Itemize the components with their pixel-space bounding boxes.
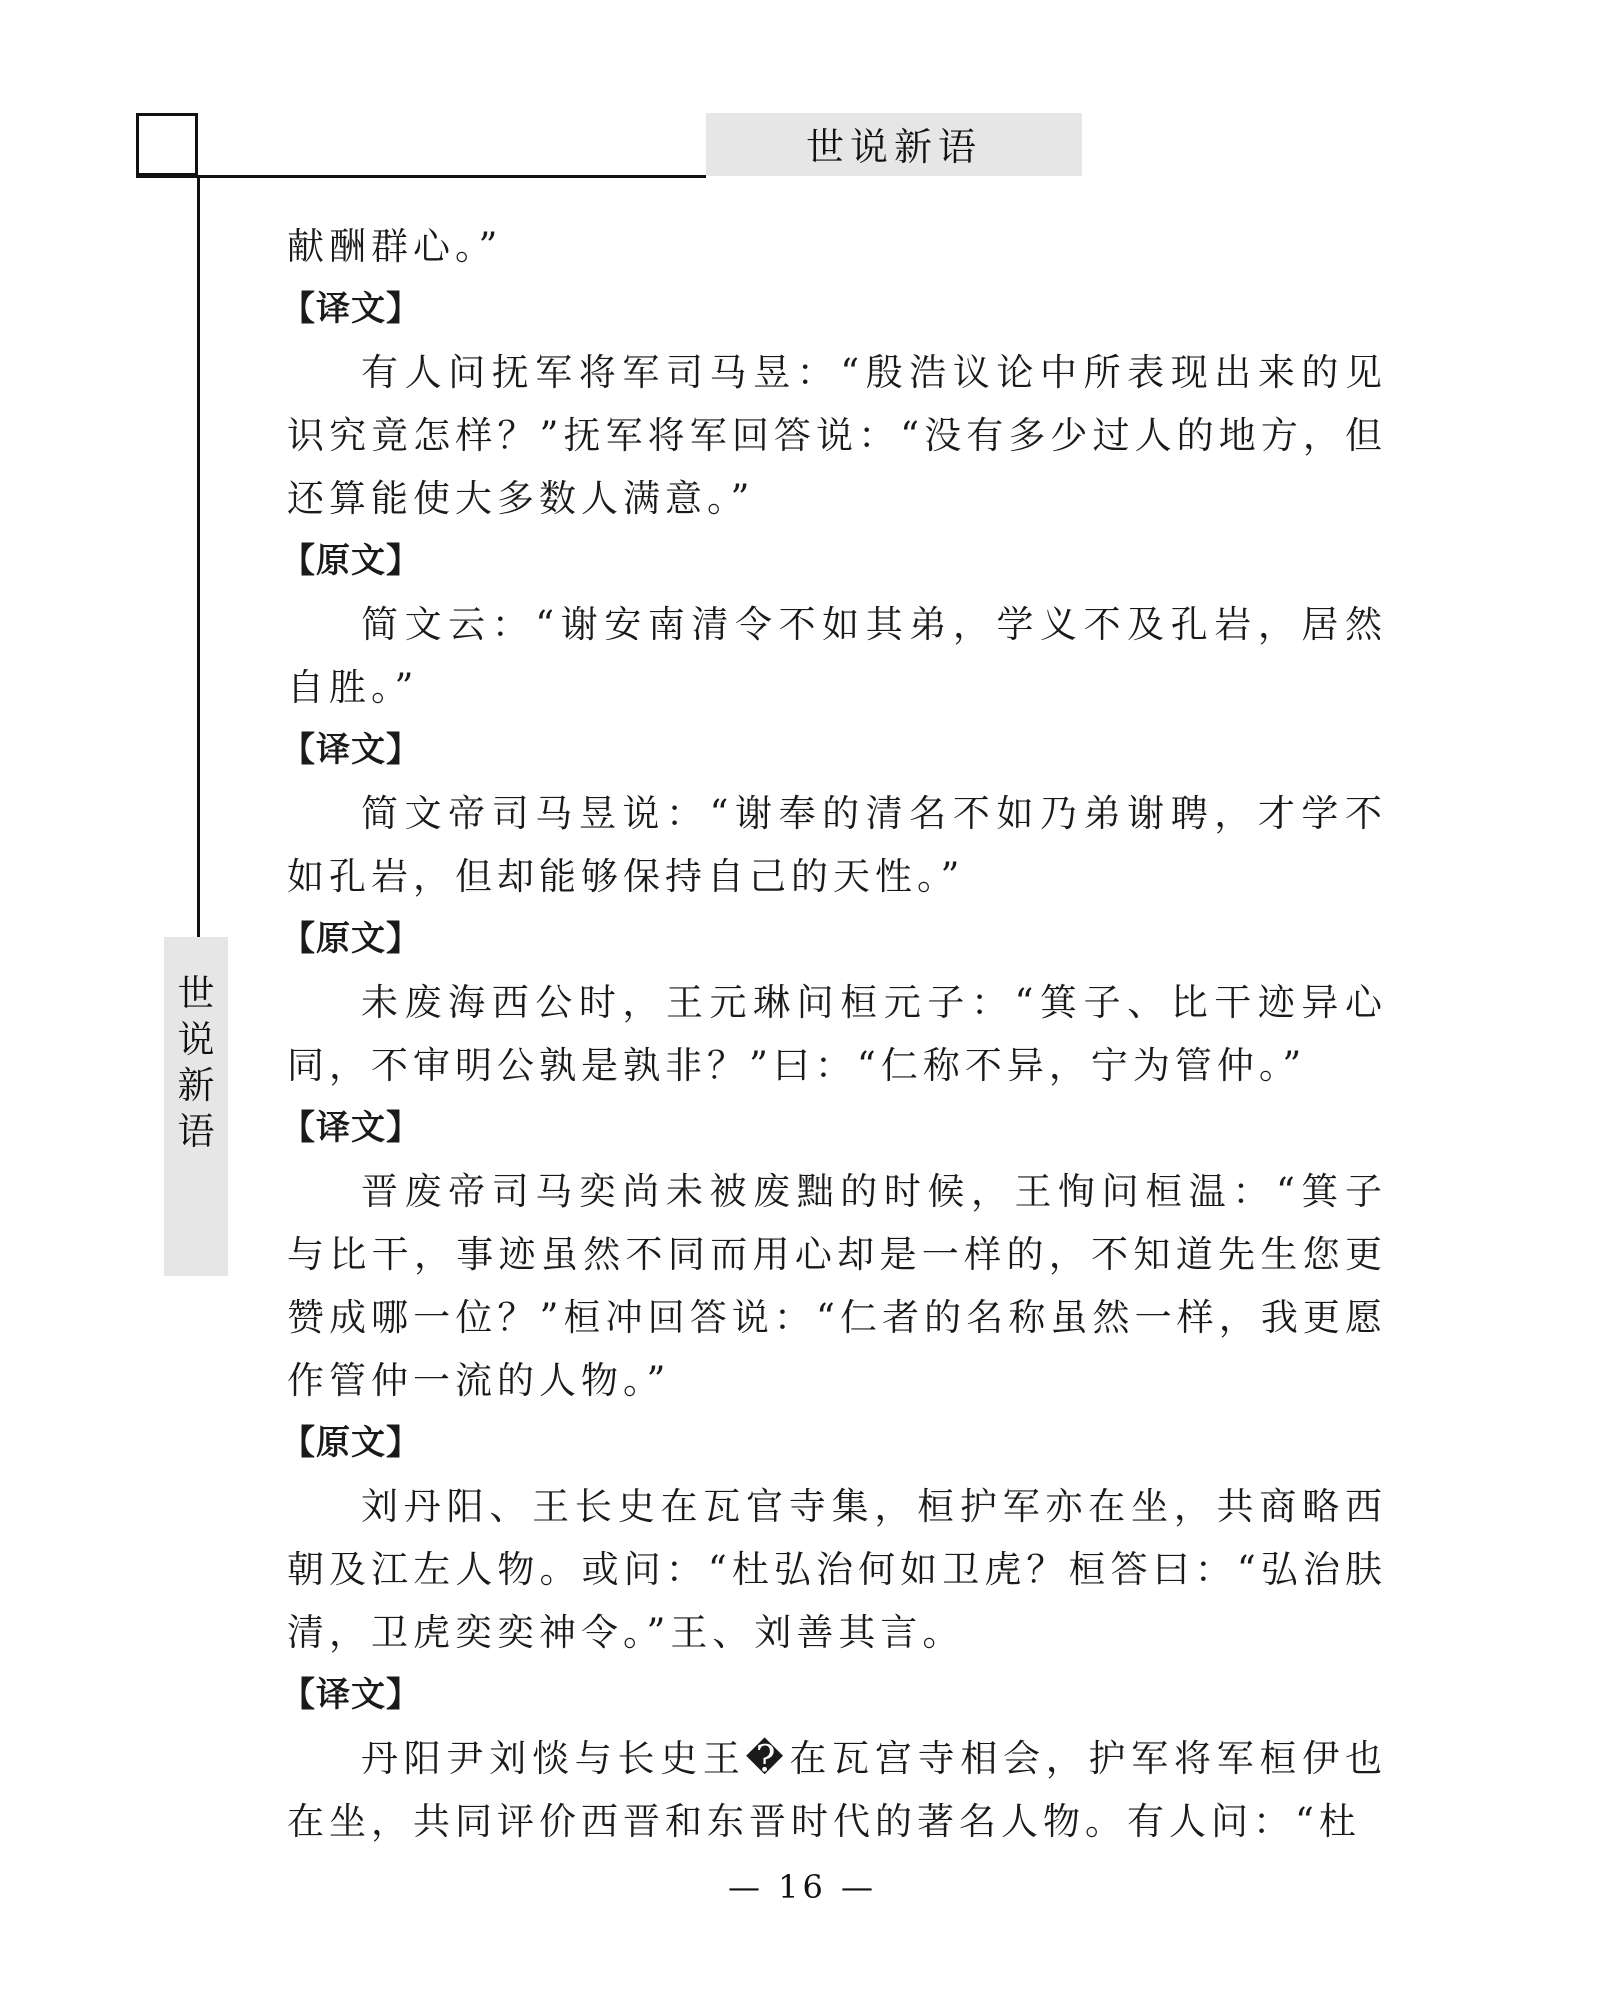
side-tab-book-title [164, 937, 228, 1276]
section-heading-original: 【原文】 [281, 1423, 421, 1463]
paragraph: 简文帝司马昱说：“谢奉的清名不如乃弟谢聘，才学不如孔岩，但却能够保持自己的天性。” [287, 792, 1387, 898]
section-heading-translation: 【译文】 [281, 730, 421, 770]
header-rule [136, 175, 706, 178]
side-tab-char: 语 [177, 1110, 215, 1153]
section-heading-translation: 【译文】 [281, 289, 421, 329]
side-tab-char: 说 [177, 1018, 215, 1061]
section-heading-original: 【原文】 [281, 541, 421, 581]
running-header-title: 世说新语 [706, 113, 1082, 176]
paragraph: 未废海西公时，王元琳问桓元子：“箕子、比干迹异心同，不审明公孰是孰非？”曰：“仁称不异，宁为管仲。” [287, 981, 1387, 1087]
page-body [281, 215, 1387, 1853]
section-heading-translation: 【译文】 [281, 1675, 421, 1715]
margin-rule [197, 175, 200, 937]
side-tab-char: 新 [177, 1064, 215, 1107]
section-heading-translation: 【译文】 [281, 1108, 421, 1148]
page-number: — 16 — [727, 1868, 878, 1906]
paragraph: 刘丹阳、王长史在瓦官寺集，桓护军亦在坐，共商略西朝及江左人物。或问：“杜弘治何如卫虎？桓答曰：“弘治肤清，卫虎奕奕神令。”王、刘善其言。 [287, 1485, 1387, 1654]
paragraph: 晋废帝司马奕尚未被废黜的时候，王恂问桓温：“箕子与比干，事迹虽然不同而用心却是一样的，不知道先生您更赞成哪一位？”桓冲回答说：“仁者的名称虽然一样，我更愿作管仲一流的人物。” [287, 1170, 1387, 1402]
paragraph: 丹阳尹刘惔与长史王�在瓦宫寺相会，护军将军桓伊也在坐，共同评价西晋和东晋时代的著名人物。有人问：“杜 [287, 1737, 1387, 1843]
continued-text: 献酬群心。” [287, 225, 503, 268]
paragraph: 简文云：“谢安南清令不如其弟，学义不及孔岩，居然自胜。” [287, 603, 1387, 709]
side-tab-char: 世 [177, 972, 215, 1015]
corner-frame-box [136, 113, 198, 176]
section-heading-original: 【原文】 [281, 919, 421, 959]
paragraph: 有人问抚军将军司马昱：“殷浩议论中所表现出来的见识究竟怎样？”抚军将军回答说：“没有多少过人的地方，但还算能使大多数人满意。” [287, 351, 1387, 520]
